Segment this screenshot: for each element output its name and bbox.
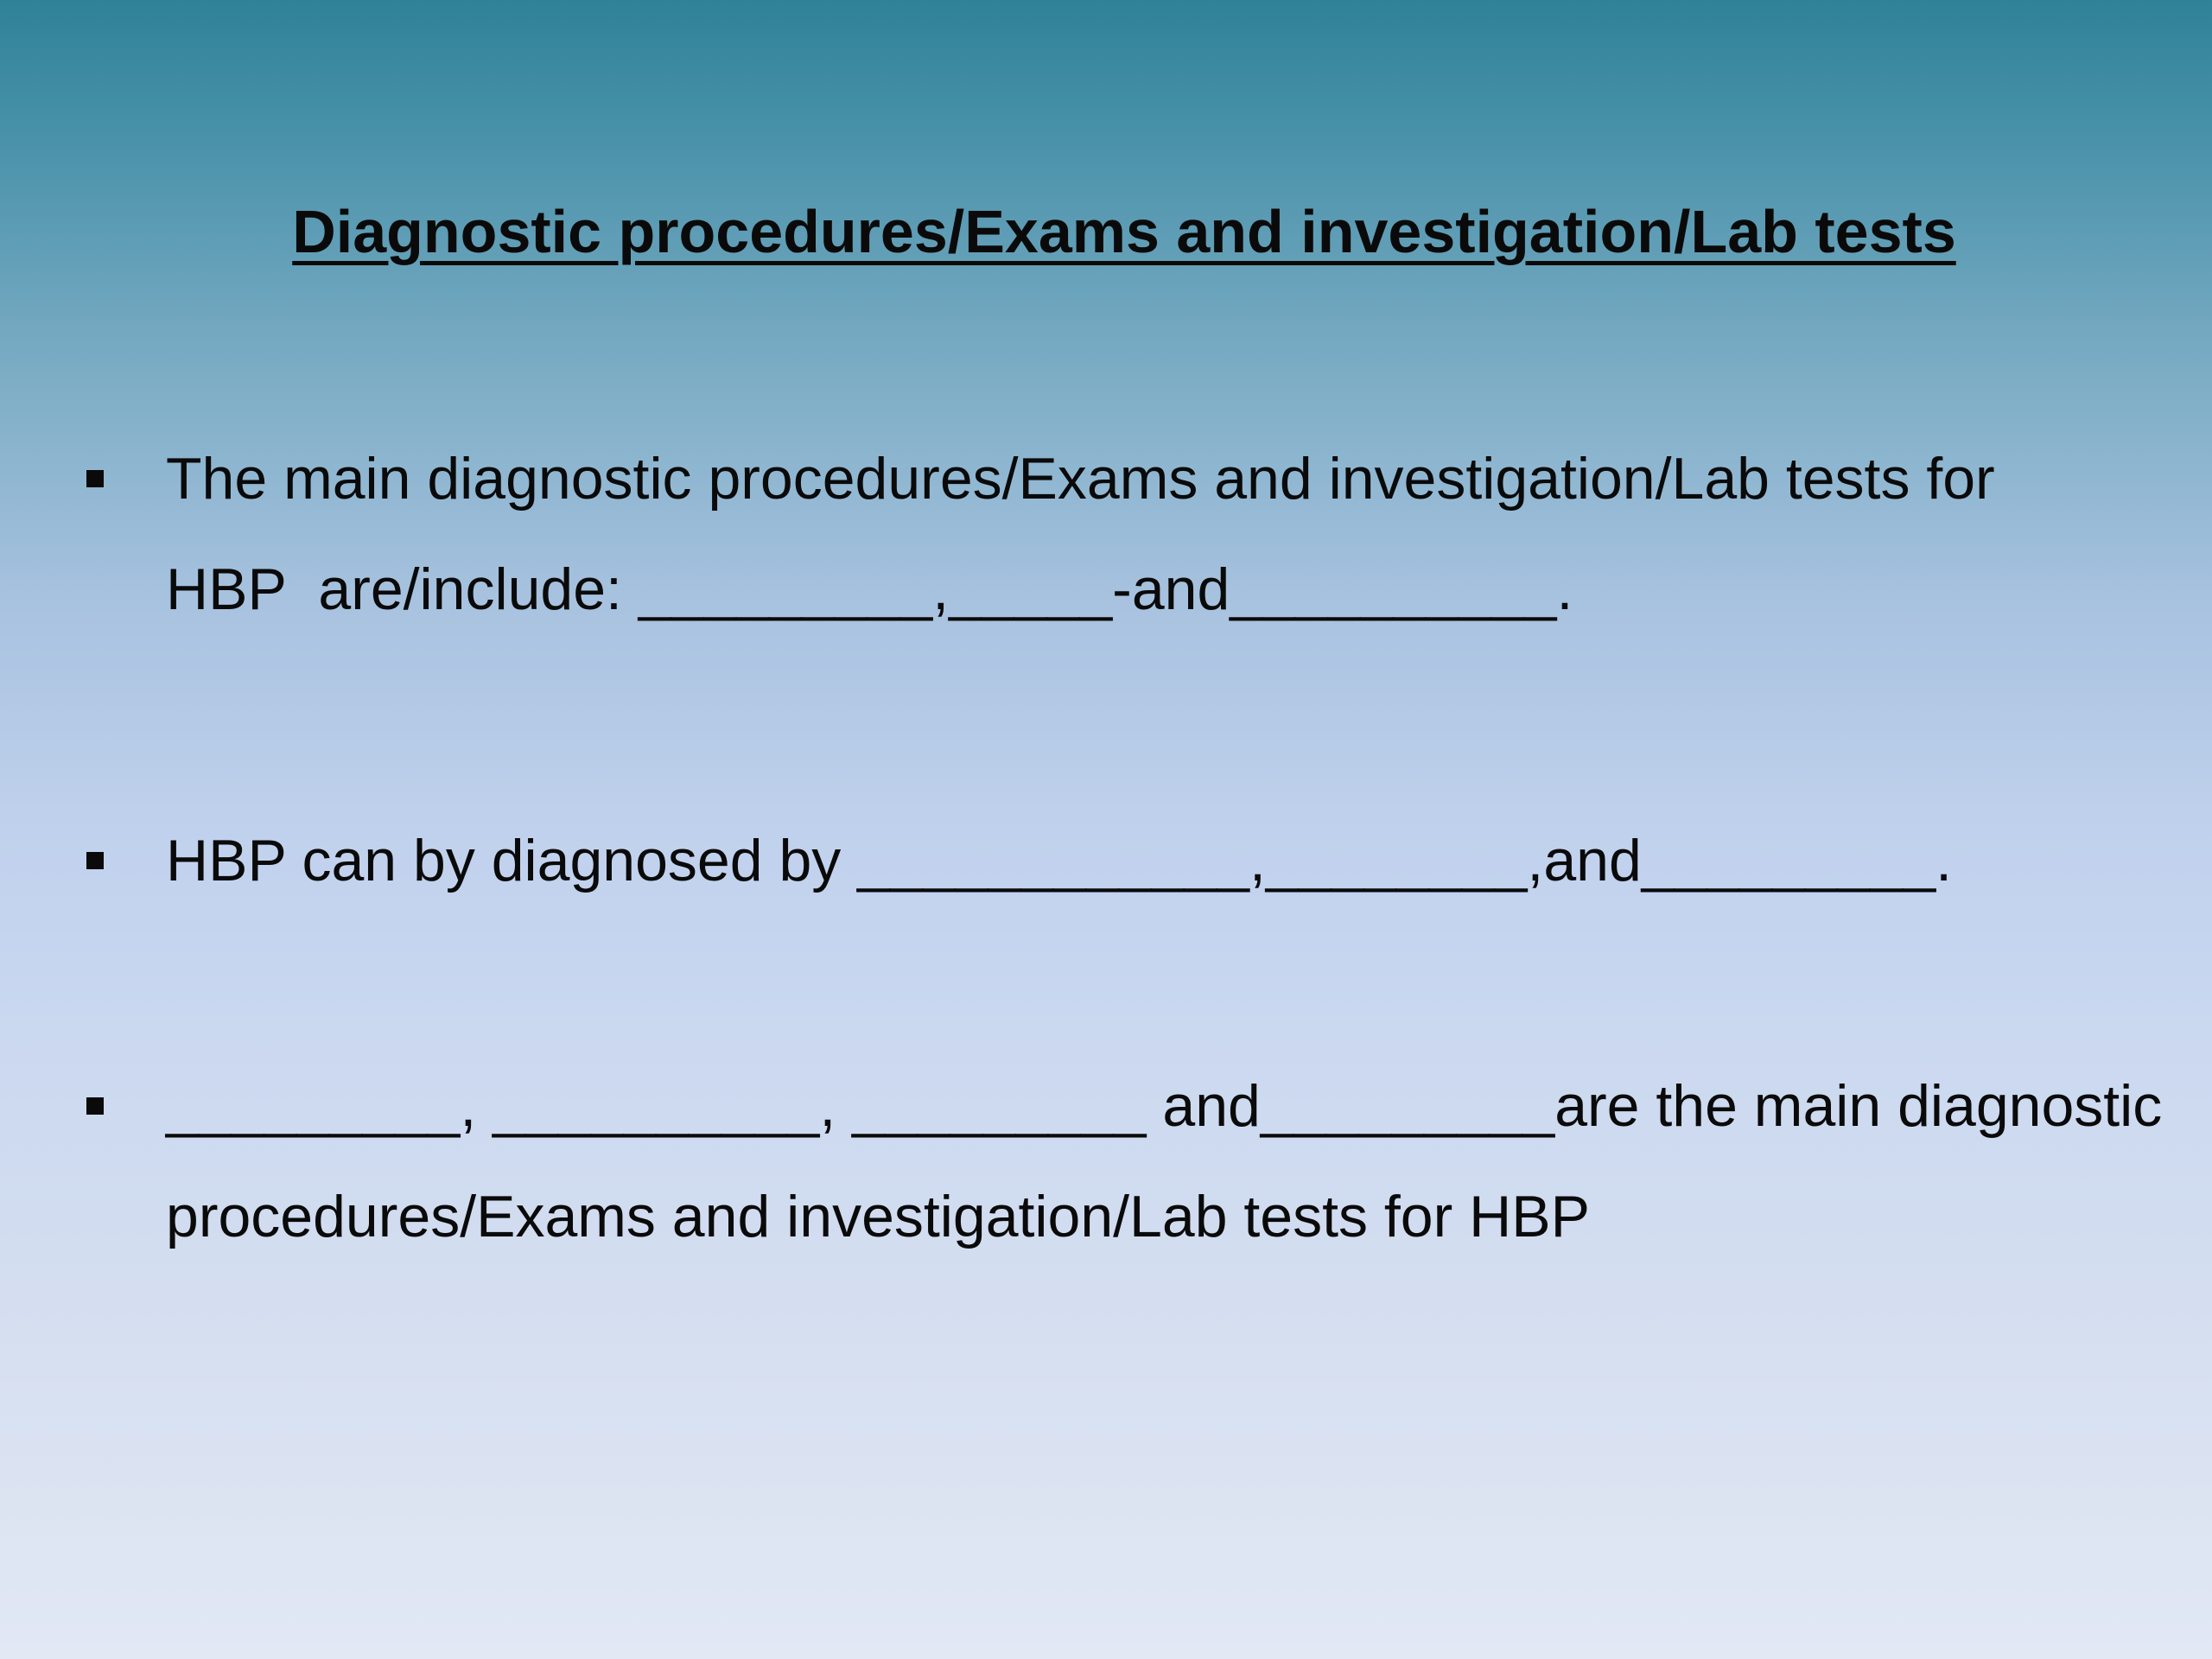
bullet-text-2 [166, 805, 2212, 916]
bullet-text-1 [166, 423, 2212, 645]
bullet-line: HBP can by diagnosed by ____________,________,and_________. [166, 828, 1953, 893]
bullet-line: _________, __________, _________ and_________are the main diagnostic [166, 1073, 2163, 1139]
square-bullet-icon [86, 1097, 104, 1115]
square-bullet-icon [86, 852, 104, 869]
bullet-line: HBP are/include: _________,_____-and__________. [166, 556, 1573, 622]
bullet-text-3 [166, 1051, 2212, 1272]
bullet-line: procedures/Exams and investigation/Lab tests for HBP [166, 1184, 1590, 1249]
bullet-line: The main diagnostic procedures/Exams and investigation/Lab tests for [166, 446, 1995, 512]
square-bullet-icon [86, 470, 104, 487]
slide-title: Diagnostic procedures/Exams and investigation/Lab tests [292, 198, 1956, 265]
